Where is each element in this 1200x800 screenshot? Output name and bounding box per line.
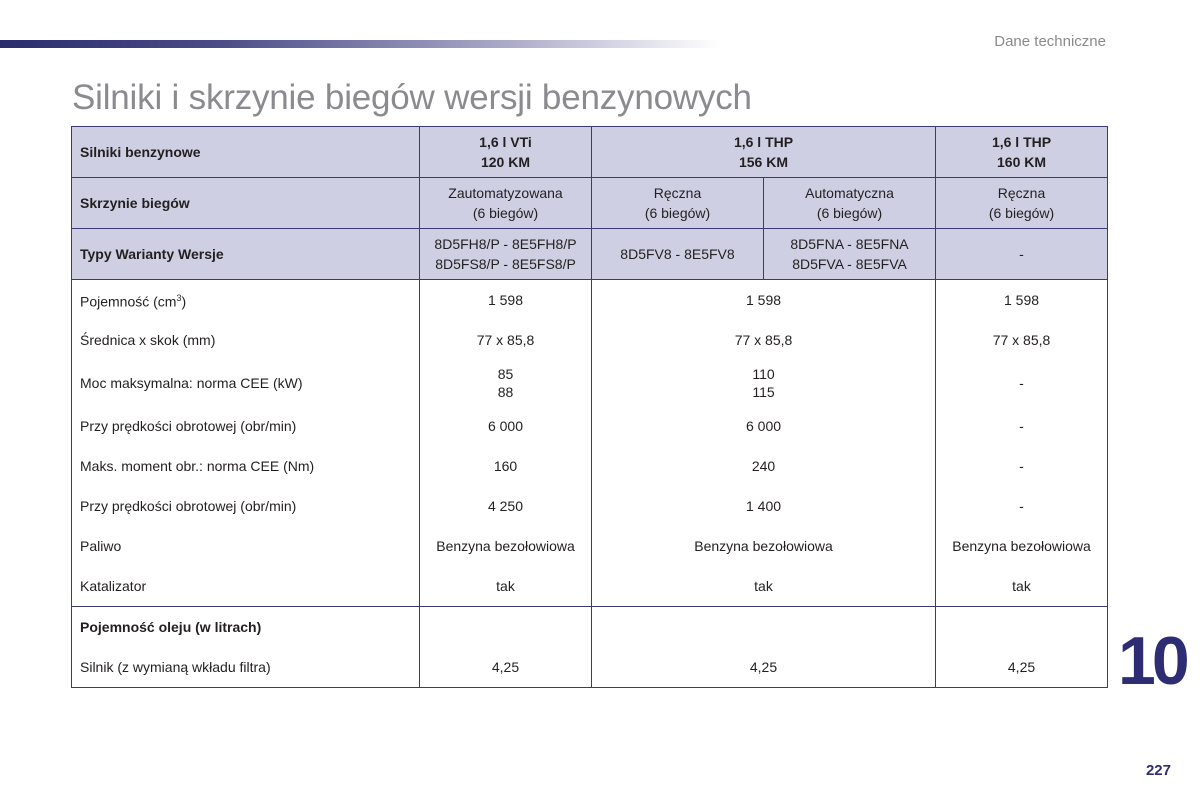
page-title: Silniki i skrzynie biegów wersji benzynowych (72, 78, 752, 117)
table-cell (936, 607, 1108, 648)
row-label: Pojemność $(cm^3)$ (72, 280, 420, 321)
table-cell: tak (592, 566, 936, 607)
table-cell: 85 88 (420, 360, 592, 406)
table-cell: 8D5FV8 - 8E5FV8 (592, 229, 764, 280)
table-cell: - (936, 229, 1108, 280)
table-row-gearbox (72, 178, 1108, 229)
table-cell: Benzyna bezołowiowa (936, 526, 1108, 566)
row-label: Maks. moment obr.: norma CEE (Nm) (72, 446, 420, 486)
table-cell: Ręczna (6 biegów) (592, 178, 764, 229)
table-cell: Benzyna bezołowiowa (592, 526, 936, 566)
row-label: Typy Warianty Wersje (72, 229, 420, 280)
page-number: 227 (1145, 762, 1171, 779)
table-cell: 1 598 (420, 280, 592, 321)
table-row-engines (72, 127, 1108, 178)
table-row (72, 280, 1108, 321)
chapter-number: 10 (1118, 623, 1186, 699)
row-label: Przy prędkości obrotowej (obr/min) (72, 486, 420, 526)
table-cell: 1 400 (592, 486, 936, 526)
row-label: Średnica x skok (mm) (72, 320, 420, 360)
table-cell: 4,25 (936, 647, 1108, 688)
table-row (72, 320, 1108, 360)
table-cell: Ręczna (6 biegów) (936, 178, 1108, 229)
table-cell: - (936, 360, 1108, 406)
row-label: Katalizator (72, 566, 420, 607)
table-cell: 77 x 85,8 (420, 320, 592, 360)
table-row (72, 566, 1108, 607)
table-cell: 1 598 (936, 280, 1108, 321)
engine-col-3: 1,6 l THP 160 KM (936, 127, 1108, 178)
table-cell: 110 115 (592, 360, 936, 406)
row-label: Skrzynie biegów (72, 178, 420, 229)
table-cell: 240 (592, 446, 936, 486)
table-cell: tak (936, 566, 1108, 607)
engine-spec-table (71, 126, 1108, 688)
table-cell: 77 x 85,8 (592, 320, 936, 360)
section-name: Dane techniczne (994, 33, 1106, 50)
table-cell: - (936, 446, 1108, 486)
table-row (72, 486, 1108, 526)
table-cell: 1 598 (592, 280, 936, 321)
table-row-oil-title (72, 607, 1108, 648)
table-cell: - (936, 406, 1108, 446)
row-label: Pojemność oleju (w litrach) (72, 607, 420, 648)
table-row-types (72, 229, 1108, 280)
table-cell: 77 x 85,8 (936, 320, 1108, 360)
row-label: Przy prędkości obrotowej (obr/min) (72, 406, 420, 446)
table-cell: 4 250 (420, 486, 592, 526)
table-cell: tak (420, 566, 592, 607)
table-cell: Automatyczna (6 biegów) (764, 178, 936, 229)
row-label: Moc maksymalna: norma CEE (kW) (72, 360, 420, 406)
table-row (72, 406, 1108, 446)
table-cell: 4,25 (420, 647, 592, 688)
table-cell (592, 607, 936, 648)
table-cell: Zautomatyzowana (6 biegów) (420, 178, 592, 229)
row-label: Silnik (z wymianą wkładu filtra) (72, 647, 420, 688)
table-cell: Benzyna bezołowiowa (420, 526, 592, 566)
table-cell: 6 000 (592, 406, 936, 446)
table-cell: - (936, 486, 1108, 526)
header-gradient-bar (0, 40, 720, 48)
table-row (72, 360, 1108, 406)
table-cell: 8D5FH8/P - 8E5FH8/P 8D5FS8/P - 8E5FS8/P (420, 229, 592, 280)
table-row (72, 446, 1108, 486)
table-cell: 8D5FNA - 8E5FNA 8D5FVA - 8E5FVA (764, 229, 936, 280)
table-cell (420, 607, 592, 648)
engine-col-2: 1,6 l THP 156 KM (592, 127, 936, 178)
engine-col-1: 1,6 l VTi 120 KM (420, 127, 592, 178)
table-row (72, 526, 1108, 566)
row-label: Silniki benzynowe (72, 127, 420, 178)
table-cell: 160 (420, 446, 592, 486)
row-label: Paliwo (72, 526, 420, 566)
table-cell: 6 000 (420, 406, 592, 446)
table-cell: 4,25 (592, 647, 936, 688)
table-row (72, 647, 1108, 688)
